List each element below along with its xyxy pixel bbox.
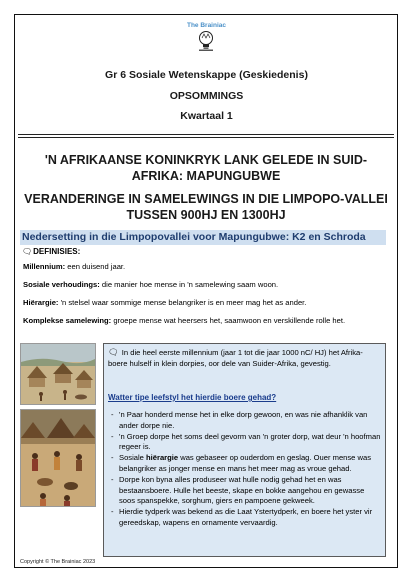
list-item: - Dorpe kon byna alles produseer wat hulle nodig gehad het en was bestaansboere. Hulle het beeste, skape en bokke aangehou en gewasse soos spanspekke, sorghum, giers en pampoene gekweek. — [111, 475, 365, 506]
definition-text: die manier hoe mense in 'n samelewing saam woon. — [99, 280, 279, 289]
copyright-notice: Copyright © The Brainiac 2023 — [20, 559, 96, 565]
definition-text: een duisend jaar. — [65, 262, 126, 271]
definition-term: Komplekse samelewing: — [23, 316, 112, 325]
list-item: - Hierdie tydperk was bekend as die Laat Ystertydperk, en boere het yster vir gereedskap, wapens en ornamente vervaardig. — [111, 507, 373, 527]
info-question: Watter tipe leefstyl het hierdie boere gehad? — [108, 393, 277, 402]
lightbulb-icon — [196, 30, 216, 52]
topic-title — [18, 152, 394, 184]
topic-title-line-1: 'N AFRIKAANSE KONINKRYK LANK GELEDE IN SUID- — [44, 153, 368, 167]
definitions-heading-label: DEFINISIES: — [33, 247, 81, 256]
topic-subtitle-line-2: TUSSEN 900HJ EN 1300HJ — [126, 208, 286, 222]
divider-line — [18, 137, 394, 138]
definition-text: 'n stelsel waar sommige mense belangriker is en meer mag het as ander. — [58, 298, 307, 307]
topic-title-line-2: AFRIKA: MAPUNGUBWE — [131, 169, 281, 183]
definition-term: Hiërargie: — [23, 298, 59, 307]
topic-subtitle — [18, 191, 394, 223]
definition-term: Millennium: — [23, 262, 66, 271]
definition-text: groepe mense wat heersers het, saamwoon en verskillende rolle het. — [111, 316, 346, 325]
divider-line — [18, 134, 394, 135]
definition-item — [23, 316, 385, 327]
village-illustration — [20, 343, 96, 405]
info-intro-text: In die heel eerste millennium (jaar 1 tot die jaar 1000 nC/ HJ) het Afrika-boere hulself in klein dorpies, oor dele van Suider-Afrika, gevestig. — [108, 348, 363, 368]
grade-subject: Gr 6 Sosiale Wetenskappe (Geskiedenis) — [105, 69, 308, 81]
list-item: - 'n Groep dorpe het soms deel gevorm van 'n groter dorp, wat deur 'n hoofman regeer is. — [111, 431, 381, 452]
doc-type: OPSOMMINGS — [169, 90, 244, 102]
speech-bubble-icon: 🗨︎ — [108, 347, 119, 357]
brand-name: The Brainiac — [186, 22, 226, 29]
speech-bubble-icon: 🗨︎ — [22, 247, 33, 256]
section-banner: Nedersetting in die Limpopovallei voor Mapungubwe: K2 en Schroda — [20, 230, 386, 245]
definitions-heading — [22, 247, 80, 256]
farmers-illustration — [20, 409, 96, 507]
list-item: - 'n Paar honderd mense het in elke dorp gewoon, en was nie afhanklik van ander dorpe nie. — [111, 410, 368, 430]
definition-item — [23, 280, 385, 291]
definition-term: Sosiale verhoudings: — [23, 280, 100, 289]
definition-item — [23, 298, 385, 309]
topic-subtitle-line-1: VERANDERINGE IN SAMELEWINGS IN DIE LIMPOPO-VALLEI — [24, 192, 388, 206]
info-bullet-list — [106, 410, 382, 529]
term: Kwartaal 1 — [180, 110, 233, 122]
info-intro — [108, 347, 380, 369]
list-item: - Sosiale hiërargie was gebaseer op ouderdom en geslag. Ouer mense was belangriker as jonger mense en mans het meer mag as vroue gehad. — [111, 453, 372, 473]
definition-item — [23, 262, 385, 273]
